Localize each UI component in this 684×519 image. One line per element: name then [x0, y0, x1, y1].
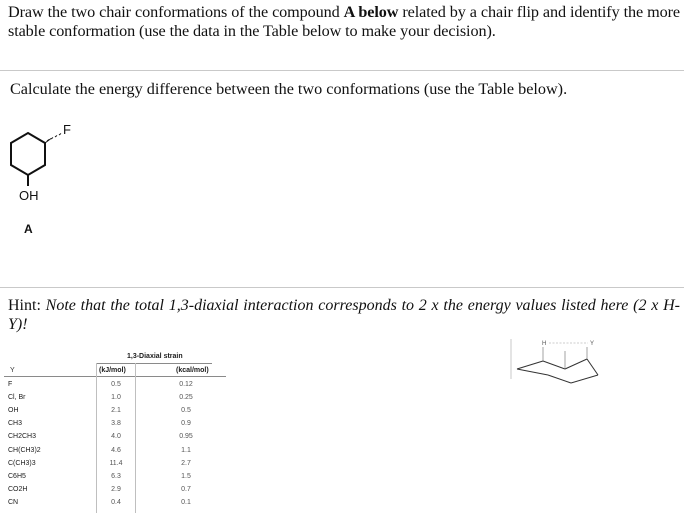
hint-prefix: Hint:: [8, 297, 46, 314]
table-cell-substituent: Cl, Br: [8, 394, 26, 402]
diaxial-strain-table: [0, 345, 345, 519]
table-cell-kj: 2.1: [111, 407, 121, 415]
table-title: 1,3-Diaxial strain: [127, 353, 183, 360]
table-cell-kcal: 1.1: [181, 446, 191, 454]
column-header-kcal: (kcal/mol): [176, 367, 209, 374]
table-cell-substituent: CN: [8, 498, 19, 506]
table-cell-kj: 3.8: [111, 420, 121, 428]
table-cell-substituent: CH2CH3: [8, 433, 37, 441]
table-cell-kj: 1.0: [111, 394, 121, 402]
column-header-kj: (kJ/mol): [99, 367, 126, 374]
question-text: [8, 3, 680, 41]
column-header-y: Y: [10, 367, 15, 374]
table-cell-substituent: C(CH3)3: [8, 459, 36, 467]
table-cell-kj: 11.4: [109, 459, 123, 467]
table-cell-substituent: OH: [8, 407, 19, 415]
table-cell-substituent: CH(CH3)2: [8, 446, 41, 454]
table-cell-kj: 4.6: [111, 446, 121, 454]
table-cell-substituent: C6H5: [8, 472, 26, 480]
diagram-h-label: H: [542, 341, 547, 347]
table-cell-kj: 6.3: [111, 472, 121, 480]
hydroxyl-label: OH: [19, 188, 39, 203]
table-cell-kcal: 0.1: [181, 498, 191, 506]
hint-body: Note that the total 1,3-diaxial interaction corresponds to 2 x the energy values listed here (2 x H-Y)!: [8, 297, 681, 333]
title-underline: [96, 363, 212, 364]
table-cell-substituent: CH3: [8, 420, 23, 428]
question-part1-after: related by a chair flip and identify the more stable conformation (use the data in the Table below to make your decision).: [8, 3, 680, 40]
hint-text: [8, 296, 680, 334]
table-cell-kcal: 1.5: [181, 472, 191, 480]
table-cell-kcal: 0.95: [179, 433, 193, 441]
table-cell-kcal: 0.9: [181, 420, 191, 428]
calculate-question: Calculate the energy difference between the two conformations (use the Table below).: [10, 80, 568, 98]
table-cell-kj: 0.5: [111, 381, 121, 388]
compound-a-bold: A below: [343, 3, 399, 21]
table-cell-kcal: 0.5: [181, 407, 191, 415]
divider-middle: [0, 287, 684, 288]
compound-a-structure: [0, 110, 110, 220]
table-cell-kcal: 2.7: [181, 459, 191, 467]
diagram-y-label: Y: [590, 341, 595, 347]
table-cell-kj: 2.9: [111, 485, 121, 493]
fluorine-label: F: [63, 122, 71, 137]
table-cell-kcal: 0.7: [181, 485, 191, 493]
table-cell-kj: 4.0: [111, 433, 121, 441]
table-cell-kcal: 0.12: [179, 381, 193, 388]
table-cell-kj: 0.4: [111, 498, 121, 506]
table-cell-substituent: F: [8, 381, 13, 388]
table-cell-kcal: 0.25: [179, 394, 193, 402]
question-part1-before: Draw the two chair conformations of the compound: [8, 3, 344, 21]
h-y-chair-diagram: [505, 335, 684, 395]
header-rule: [4, 376, 226, 377]
table-cell-substituent: CO2H: [8, 485, 28, 493]
compound-label: A: [24, 222, 33, 236]
divider-top: [0, 70, 684, 71]
